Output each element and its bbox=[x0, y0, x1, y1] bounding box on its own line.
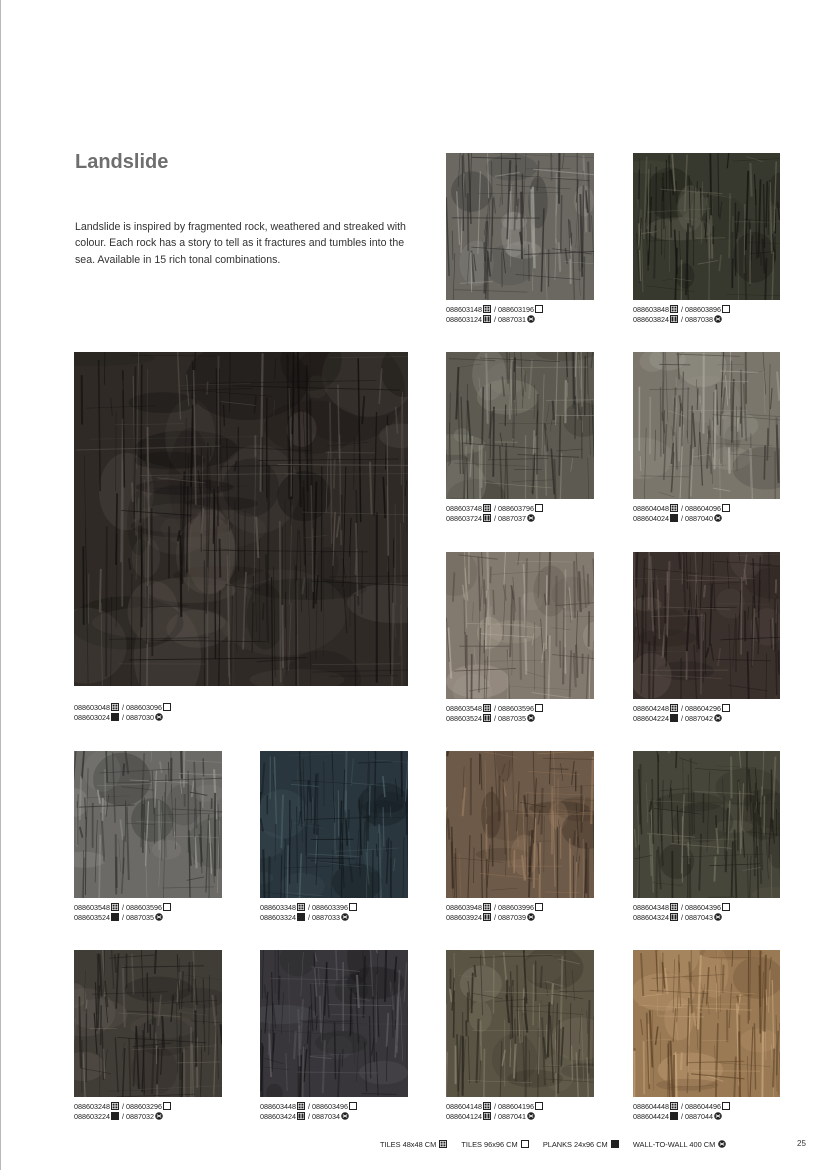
wall-to-wall-icon bbox=[155, 913, 163, 921]
product-codes: 088603348 / 088603396 088603324 / 0887033 bbox=[260, 903, 520, 923]
wall-to-wall-code: 0887031 bbox=[497, 315, 526, 324]
plank-code: 088604224 bbox=[633, 714, 669, 723]
tile-48-icon bbox=[483, 1102, 491, 1110]
tile-48-icon bbox=[483, 903, 491, 911]
plank-half-icon bbox=[483, 315, 491, 323]
tile-48-icon bbox=[111, 703, 119, 711]
texture-swatch[interactable] bbox=[633, 352, 780, 499]
legend-item-planks: PLANKS 24x96 CM bbox=[543, 1140, 620, 1149]
wall-to-wall-code: 0887039 bbox=[497, 913, 526, 922]
wall-to-wall-icon bbox=[714, 913, 722, 921]
format-legend bbox=[380, 1140, 738, 1149]
legend-item-wall-to-wall: WALL-TO-WALL 400 CM bbox=[633, 1140, 727, 1149]
tile-48-icon bbox=[483, 305, 491, 313]
product-codes: 088603848 / 088603896 088603824 / 0887038 bbox=[633, 305, 827, 325]
plank-solid-icon bbox=[670, 714, 678, 722]
plank-code: 088604124 bbox=[446, 1112, 482, 1121]
wall-to-wall-code: 0887042 bbox=[684, 714, 713, 723]
wall-to-wall-code: 0887035 bbox=[497, 714, 526, 723]
product-codes: 088603748 / 088603796 088603724 / 0887037 bbox=[446, 504, 706, 524]
plank-code: 088603724 bbox=[446, 514, 482, 523]
legend-item-tiles-96: TILES 96x96 CM bbox=[461, 1140, 529, 1149]
plank-code: 088603324 bbox=[260, 913, 296, 922]
texture-swatch[interactable] bbox=[633, 751, 780, 898]
tile-48-icon bbox=[670, 305, 678, 313]
product-codes: 088603548 / 088603596 088603524 / 0887035 bbox=[446, 704, 706, 724]
product-codes: 088604048 / 088604096 088604024 / 0887040 bbox=[633, 504, 827, 524]
plank-code: 088604424 bbox=[633, 1112, 669, 1121]
texture-swatch[interactable] bbox=[446, 950, 594, 1097]
legend-item-tiles-48: TILES 48x48 CM bbox=[380, 1140, 448, 1149]
tile-48-icon bbox=[297, 1102, 305, 1110]
texture-swatch[interactable] bbox=[446, 352, 594, 499]
wall-to-wall-code: 0887032 bbox=[125, 1112, 154, 1121]
plank-half-icon bbox=[297, 1112, 305, 1120]
wall-to-wall-code: 0887043 bbox=[684, 913, 713, 922]
texture-swatch[interactable] bbox=[260, 751, 408, 898]
tile-48-icon bbox=[670, 903, 678, 911]
texture-swatch[interactable] bbox=[74, 352, 408, 686]
plank-solid-icon bbox=[111, 713, 119, 721]
texture-swatch[interactable] bbox=[260, 950, 408, 1097]
tile-96-icon bbox=[163, 703, 171, 711]
wall-to-wall-code: 0887037 bbox=[497, 514, 526, 523]
tile-96-code: 088604496 bbox=[684, 1102, 721, 1111]
tile-48-code: 088603248 bbox=[74, 1102, 110, 1111]
wall-to-wall-icon bbox=[714, 1112, 722, 1120]
texture-swatch[interactable] bbox=[74, 950, 222, 1097]
wall-to-wall-icon bbox=[714, 315, 722, 323]
tile-96-code: 088604296 bbox=[684, 704, 721, 713]
wall-to-wall-code: 0887041 bbox=[497, 1112, 526, 1121]
wall-to-wall-code: 0887040 bbox=[684, 514, 713, 523]
tile-48-code: 088603548 bbox=[446, 704, 482, 713]
tile-48-code: 088604248 bbox=[633, 704, 669, 713]
plank-icon bbox=[611, 1140, 619, 1148]
plank-half-icon bbox=[483, 1112, 491, 1120]
tile-48-icon bbox=[670, 1102, 678, 1110]
wall-to-wall-icon bbox=[155, 1112, 163, 1120]
texture-swatch[interactable] bbox=[74, 751, 222, 898]
tile-96-code: 088604096 bbox=[684, 504, 721, 513]
tile-48-icon bbox=[439, 1140, 447, 1148]
plank-half-icon bbox=[483, 714, 491, 722]
plank-code: 088603424 bbox=[260, 1112, 296, 1121]
tile-48-icon bbox=[483, 704, 491, 712]
tile-96-icon bbox=[535, 504, 543, 512]
tile-48-code: 088603148 bbox=[446, 305, 482, 314]
wall-to-wall-icon bbox=[718, 1140, 726, 1148]
product-codes: 088604248 / 088604296 088604224 / 0887042 bbox=[633, 704, 827, 724]
plank-solid-icon bbox=[670, 1112, 678, 1120]
tile-96-icon bbox=[535, 1102, 543, 1110]
tile-96-code: 088604396 bbox=[684, 903, 721, 912]
plank-half-icon bbox=[483, 514, 491, 522]
plank-code: 088603824 bbox=[633, 315, 669, 324]
tile-48-code: 088603948 bbox=[446, 903, 482, 912]
page-title: Landslide bbox=[75, 151, 169, 173]
plank-solid-icon bbox=[111, 913, 119, 921]
wall-to-wall-icon bbox=[341, 913, 349, 921]
plank-code: 088604024 bbox=[633, 514, 669, 523]
tile-48-code: 088603848 bbox=[633, 305, 669, 314]
plank-code: 088604324 bbox=[633, 913, 669, 922]
tile-96-icon bbox=[521, 1140, 529, 1148]
texture-swatch[interactable] bbox=[633, 153, 780, 300]
page-number: 25 bbox=[797, 1139, 806, 1148]
tile-96-icon bbox=[349, 1102, 357, 1110]
tile-48-icon bbox=[297, 903, 305, 911]
product-codes: 088603448 / 088603496 088603424 / 0887034 bbox=[260, 1102, 520, 1122]
wall-to-wall-code: 0887034 bbox=[311, 1112, 340, 1121]
plank-code: 088603524 bbox=[74, 913, 110, 922]
tile-48-code: 088603048 bbox=[74, 703, 110, 712]
product-codes: 088603548 / 088603596 088603524 / 0887035 bbox=[74, 903, 334, 923]
tile-96-icon bbox=[349, 903, 357, 911]
tile-96-code: 088603296 bbox=[125, 1102, 162, 1111]
wall-to-wall-icon bbox=[155, 713, 163, 721]
product-codes: 088603148 / 088603196 088603124 / 0887031 bbox=[446, 305, 706, 325]
tile-96-code: 088603396 bbox=[311, 903, 348, 912]
tile-48-code: 088604448 bbox=[633, 1102, 669, 1111]
plank-half-icon bbox=[670, 315, 678, 323]
tile-48-icon bbox=[670, 704, 678, 712]
product-codes: 088603248 / 088603296 088603224 / 0887032 bbox=[74, 1102, 334, 1122]
wall-to-wall-icon bbox=[527, 315, 535, 323]
texture-swatch[interactable] bbox=[446, 153, 594, 300]
tile-96-icon bbox=[163, 903, 171, 911]
tile-96-icon bbox=[535, 903, 543, 911]
wall-to-wall-code: 0887035 bbox=[125, 913, 154, 922]
texture-swatch[interactable] bbox=[446, 751, 594, 898]
plank-code: 088603924 bbox=[446, 913, 482, 922]
wall-to-wall-icon bbox=[527, 714, 535, 722]
tile-48-code: 088604348 bbox=[633, 903, 669, 912]
plank-solid-icon bbox=[111, 1112, 119, 1120]
tile-96-code: 088603496 bbox=[311, 1102, 348, 1111]
plank-code: 088603024 bbox=[74, 713, 110, 722]
wall-to-wall-code: 0887044 bbox=[684, 1112, 713, 1121]
tile-96-code: 088603996 bbox=[497, 903, 534, 912]
intro-paragraph: Landslide is inspired by fragmented rock, weathered and streaked with colour. Each rock has a story to tell as it fractures and tumbles into the sea. Available in 15 rich tonal combinations. bbox=[75, 221, 406, 266]
texture-swatch[interactable] bbox=[633, 552, 780, 699]
tile-96-code: 088603596 bbox=[497, 704, 534, 713]
wall-to-wall-icon bbox=[527, 1112, 535, 1120]
tile-48-icon bbox=[670, 504, 678, 512]
tile-48-code: 088603748 bbox=[446, 504, 482, 513]
tile-48-code: 088603348 bbox=[260, 903, 296, 912]
wall-to-wall-icon bbox=[527, 913, 535, 921]
tile-96-icon bbox=[535, 704, 543, 712]
plank-code: 088603124 bbox=[446, 315, 482, 324]
tile-48-icon bbox=[483, 504, 491, 512]
product-codes: 088604348 / 088604396 088604324 / 0887043 bbox=[633, 903, 827, 923]
tile-96-icon bbox=[722, 704, 730, 712]
wall-to-wall-icon bbox=[714, 514, 722, 522]
wall-to-wall-code: 0887038 bbox=[684, 315, 713, 324]
plank-solid-icon bbox=[297, 913, 305, 921]
tile-96-code: 088603796 bbox=[497, 504, 534, 513]
tile-96-code: 088603096 bbox=[125, 703, 162, 712]
product-codes: 088604448 / 088604496 088604424 / 0887044 bbox=[633, 1102, 827, 1122]
tile-96-icon bbox=[535, 305, 543, 313]
tile-96-icon bbox=[163, 1102, 171, 1110]
tile-96-icon bbox=[722, 305, 730, 313]
wall-to-wall-code: 0887033 bbox=[311, 913, 340, 922]
tile-96-icon bbox=[722, 903, 730, 911]
plank-half-icon bbox=[670, 913, 678, 921]
tile-96-icon bbox=[722, 1102, 730, 1110]
wall-to-wall-icon bbox=[527, 514, 535, 522]
wall-to-wall-icon bbox=[714, 714, 722, 722]
texture-swatch[interactable] bbox=[446, 552, 594, 699]
tile-48-code: 088603448 bbox=[260, 1102, 296, 1111]
tile-48-icon bbox=[111, 903, 119, 911]
tile-48-code: 088603548 bbox=[74, 903, 110, 912]
tile-48-icon bbox=[111, 1102, 119, 1110]
page-edge-line bbox=[0, 0, 1, 1170]
product-codes: 088604148 / 088604196 088604124 / 0887041 bbox=[446, 1102, 706, 1122]
wall-to-wall-code: 0887030 bbox=[125, 713, 154, 722]
product-codes: 088603948 / 088603996 088603924 / 0887039 bbox=[446, 903, 706, 923]
product-codes: 088603048 / 088603096 088603024 / 0887030 bbox=[74, 703, 334, 723]
plank-code: 088603224 bbox=[74, 1112, 110, 1121]
tile-96-icon bbox=[722, 504, 730, 512]
plank-half-icon bbox=[483, 913, 491, 921]
tile-96-code: 088603196 bbox=[497, 305, 534, 314]
tile-96-code: 088603896 bbox=[684, 305, 721, 314]
tile-48-code: 088604048 bbox=[633, 504, 669, 513]
texture-swatch[interactable] bbox=[633, 950, 780, 1097]
tile-96-code: 088604196 bbox=[497, 1102, 534, 1111]
tile-96-code: 088603596 bbox=[125, 903, 162, 912]
plank-solid-icon bbox=[670, 514, 678, 522]
wall-to-wall-icon bbox=[341, 1112, 349, 1120]
tile-48-code: 088604148 bbox=[446, 1102, 482, 1111]
plank-code: 088603524 bbox=[446, 714, 482, 723]
